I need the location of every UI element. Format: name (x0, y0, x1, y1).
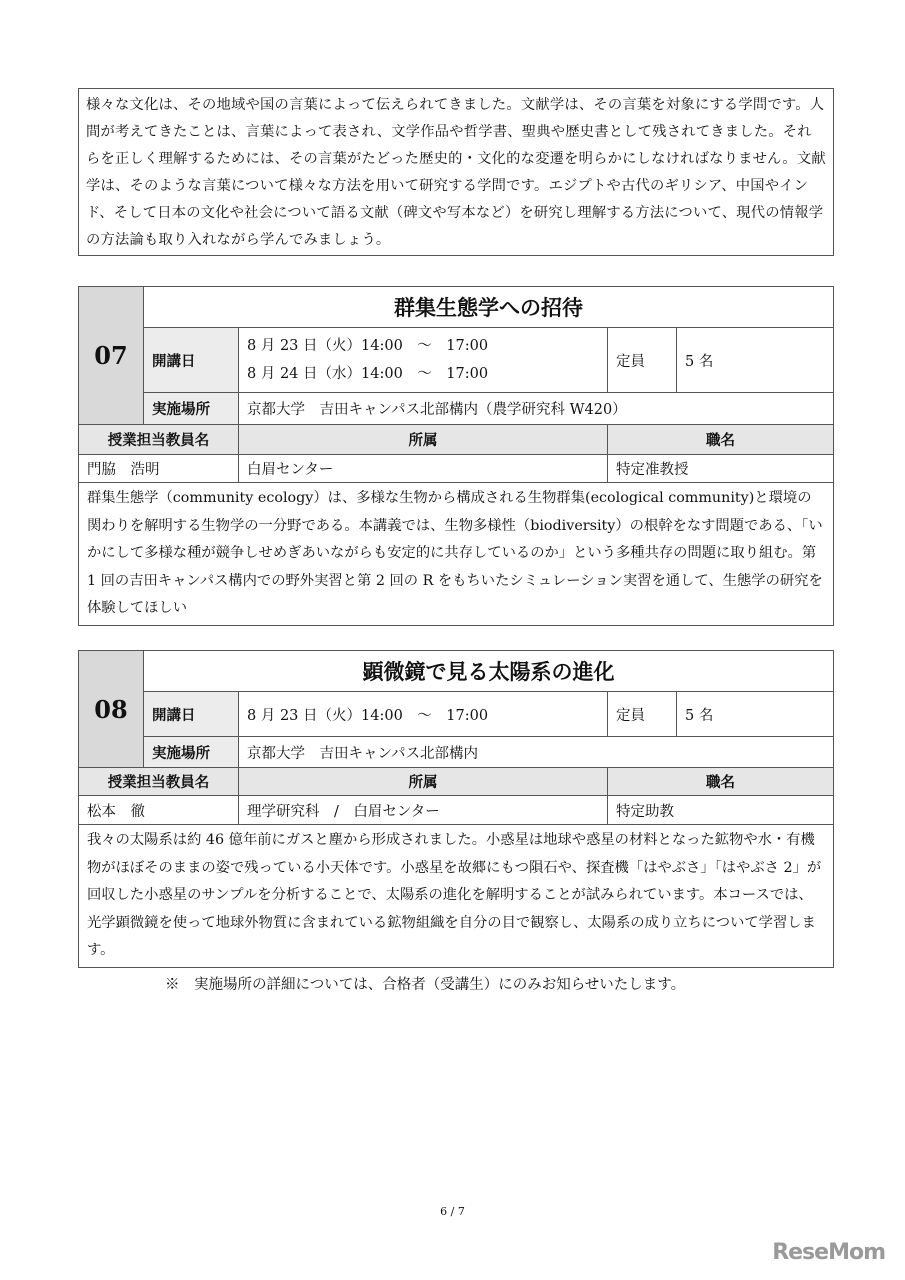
capacity-value: 5 名 (677, 692, 834, 737)
date-2: 8 月 24 日（水）14:00 ～ 17:00 (247, 366, 489, 382)
footnote: ※ 実施場所の詳細については、合格者（受講生）にのみお知らせいたします。 (165, 977, 686, 993)
course-description: 群集生態学（community ecology）は、多様な生物から構成される生物群集(ecological community)と環境の関わりを解明する生物学の一分野である。本講義では、生物多様性（biodiversity）の根幹をなす問題である、「いかにして多様な種が競争しせめぎあいながらも安定的に共存しているのか」という多種共存の問題に取り組む。第 1 回の吉田キャンパス構内での野外実習と第 2 回の R をもちいたシミュレーション実習を通して、生態学の研究を体験してほしい (79, 483, 834, 626)
course-number: 08 (79, 651, 144, 768)
date-1: 8 月 23 日（火）14:00 ～ 17:00 (239, 692, 608, 737)
teacher-name: 松本 徹 (79, 796, 239, 825)
place-label: 実施場所 (144, 393, 239, 425)
place-label: 実施場所 (144, 737, 239, 768)
affiliation-header: 所属 (239, 768, 608, 796)
position-header: 職名 (608, 768, 834, 796)
course-description: 我々の太陽系は約 46 億年前にガスと塵から形成されました。小惑星は地球や惑星の材料となった鉱物や水・有機物がほぼそのままの姿で残っている小天体です。小惑星を故郷にもつ隕石や、探査機「はやぶさ」「はやぶさ 2」が回収した小惑星のサンプルを分析することで、太陽系の進化を解明することが試みられています。本コースでは、光学顕微鏡を使って地球外物質に含まれている鉱物組織を自分の目で観察し、太陽系の成り立ちについて学習します。 (79, 825, 834, 968)
date-label: 開講日 (144, 692, 239, 737)
teacher-position: 特定准教授 (608, 455, 834, 483)
course-title: 群集生態学への招待 (144, 287, 834, 328)
position-header: 職名 (608, 425, 834, 455)
capacity-label: 定員 (608, 328, 677, 393)
date-label: 開講日 (144, 328, 239, 393)
course-title: 顕微鏡で見る太陽系の進化 (144, 651, 834, 692)
page-number: 6 / 7 (440, 1205, 465, 1218)
teacher-affiliation: 理学研究科 / 白眉センター (239, 796, 608, 825)
teacher-name: 門脇 浩明 (79, 455, 239, 483)
date-1: 8 月 23 日（火）14:00 ～ 17:00 (247, 338, 489, 354)
course-dates (239, 328, 608, 393)
teacher-position: 特定助教 (608, 796, 834, 825)
teacher-affiliation: 白眉センター (239, 455, 608, 483)
capacity-value: 5 名 (677, 328, 834, 393)
course-table-07 (78, 286, 834, 626)
intro-text: 様々な文化は、その地域や国の言葉によって伝えられてきました。文献学は、その言葉を対象にする学問です。人間が考えてきたことは、言葉によって表され、文学作品や哲学書、聖典や歴史書として残されてきました。それらを正しく理解するためには、その言葉がたどった歴史的・文化的な変遷を明らかにしなければなりません。文献学は、そのような言葉について様々な方法を用いて研究する学問です。エジプトや古代のギリシア、中国やインド、そして日本の文化や社会について語る文献（碑文や写本など）を研究し理解する方法について、現代の情報学の方法論も取り入れながら学んでみましょう。 (78, 88, 834, 256)
place-value: 京都大学 吉田キャンパス北部構内 (239, 737, 834, 768)
resemom-logo: ReseMom (772, 1240, 885, 1265)
place-value: 京都大学 吉田キャンパス北部構内（農学研究科 W420） (239, 393, 834, 425)
teacher-header: 授業担当教員名 (79, 425, 239, 455)
course-table-08 (78, 650, 834, 968)
capacity-label: 定員 (608, 692, 677, 737)
affiliation-header: 所属 (239, 425, 608, 455)
course-number: 07 (79, 287, 144, 425)
teacher-header: 授業担当教員名 (79, 768, 239, 796)
